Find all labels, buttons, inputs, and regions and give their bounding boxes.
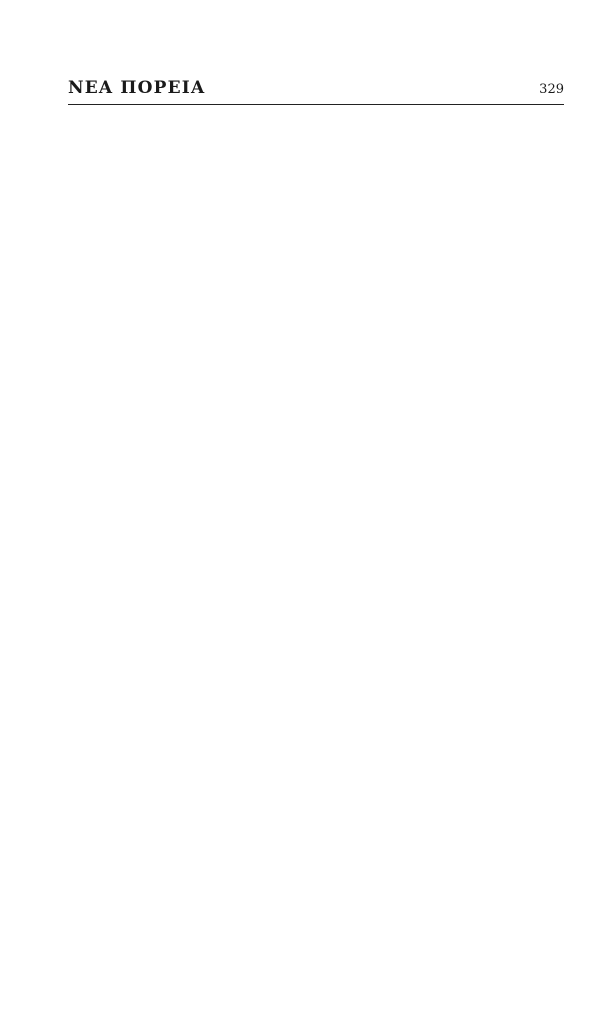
page-number: 329 (539, 82, 564, 97)
page-header (68, 78, 564, 105)
running-head: ΝΕΑ ΠΟΡΕΙΑ (68, 78, 206, 98)
page-body (68, 131, 564, 991)
right-column (328, 131, 564, 991)
left-column (68, 131, 304, 991)
